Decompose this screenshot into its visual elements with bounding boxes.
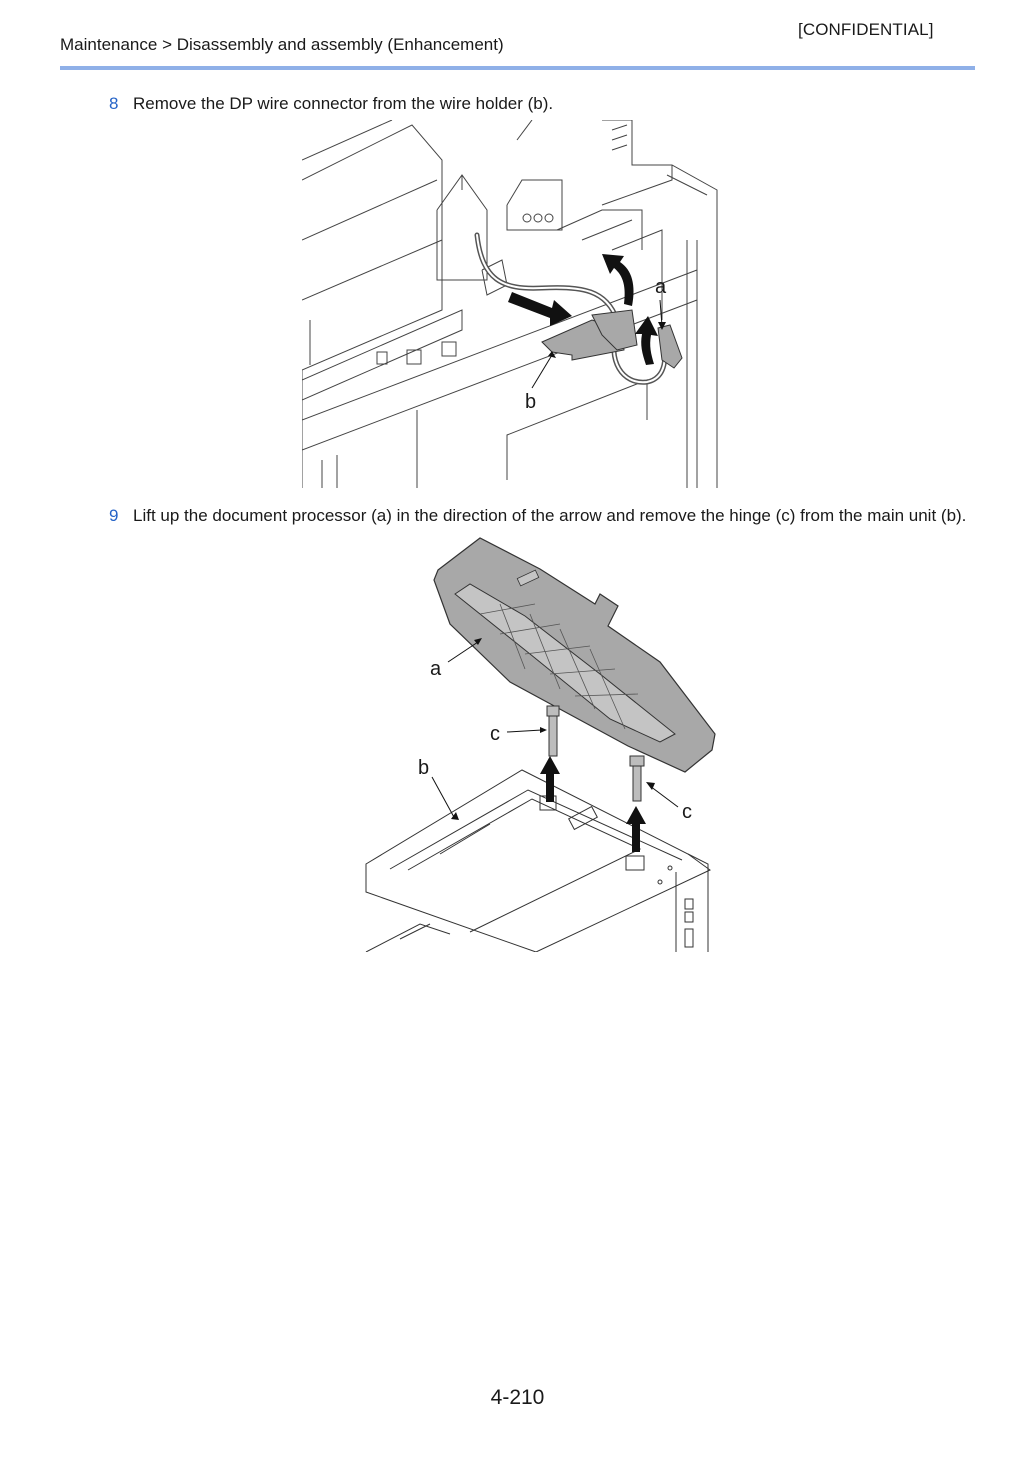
breadcrumb: Maintenance > Disassembly and assembly (Enhancement): [60, 35, 504, 54]
step-number: 9: [109, 506, 119, 525]
figure-label-a: a: [655, 276, 667, 298]
document-processor-part: [434, 538, 715, 772]
figure-document-processor: [360, 534, 720, 952]
dp-wire-connector: [658, 325, 682, 368]
wire-holder-illustration: [302, 120, 722, 488]
confidential-label: [CONFIDENTIAL]: [798, 20, 934, 39]
step-text: Remove the DP wire connector from the wire holder (b).: [133, 94, 554, 113]
page-number: 4-210: [490, 1386, 545, 1409]
figure-label-b: b: [418, 757, 430, 779]
step-9: [109, 506, 966, 526]
header-divider: [60, 66, 975, 70]
document-processor-illustration: [360, 534, 720, 952]
step-number: 8: [109, 94, 119, 113]
step-text: Lift up the document processor (a) in the direction of the arrow and remove the hinge (c) from the main unit (b).: [133, 506, 967, 525]
figure-label-b: b: [525, 391, 537, 413]
figure-label-c-right: c: [682, 801, 692, 823]
step-8: [109, 94, 553, 114]
main-unit-part: [366, 770, 710, 952]
figure-label-c: c: [490, 723, 500, 745]
figure-label-a: a: [430, 658, 442, 680]
figure-wire-holder: [302, 120, 722, 488]
